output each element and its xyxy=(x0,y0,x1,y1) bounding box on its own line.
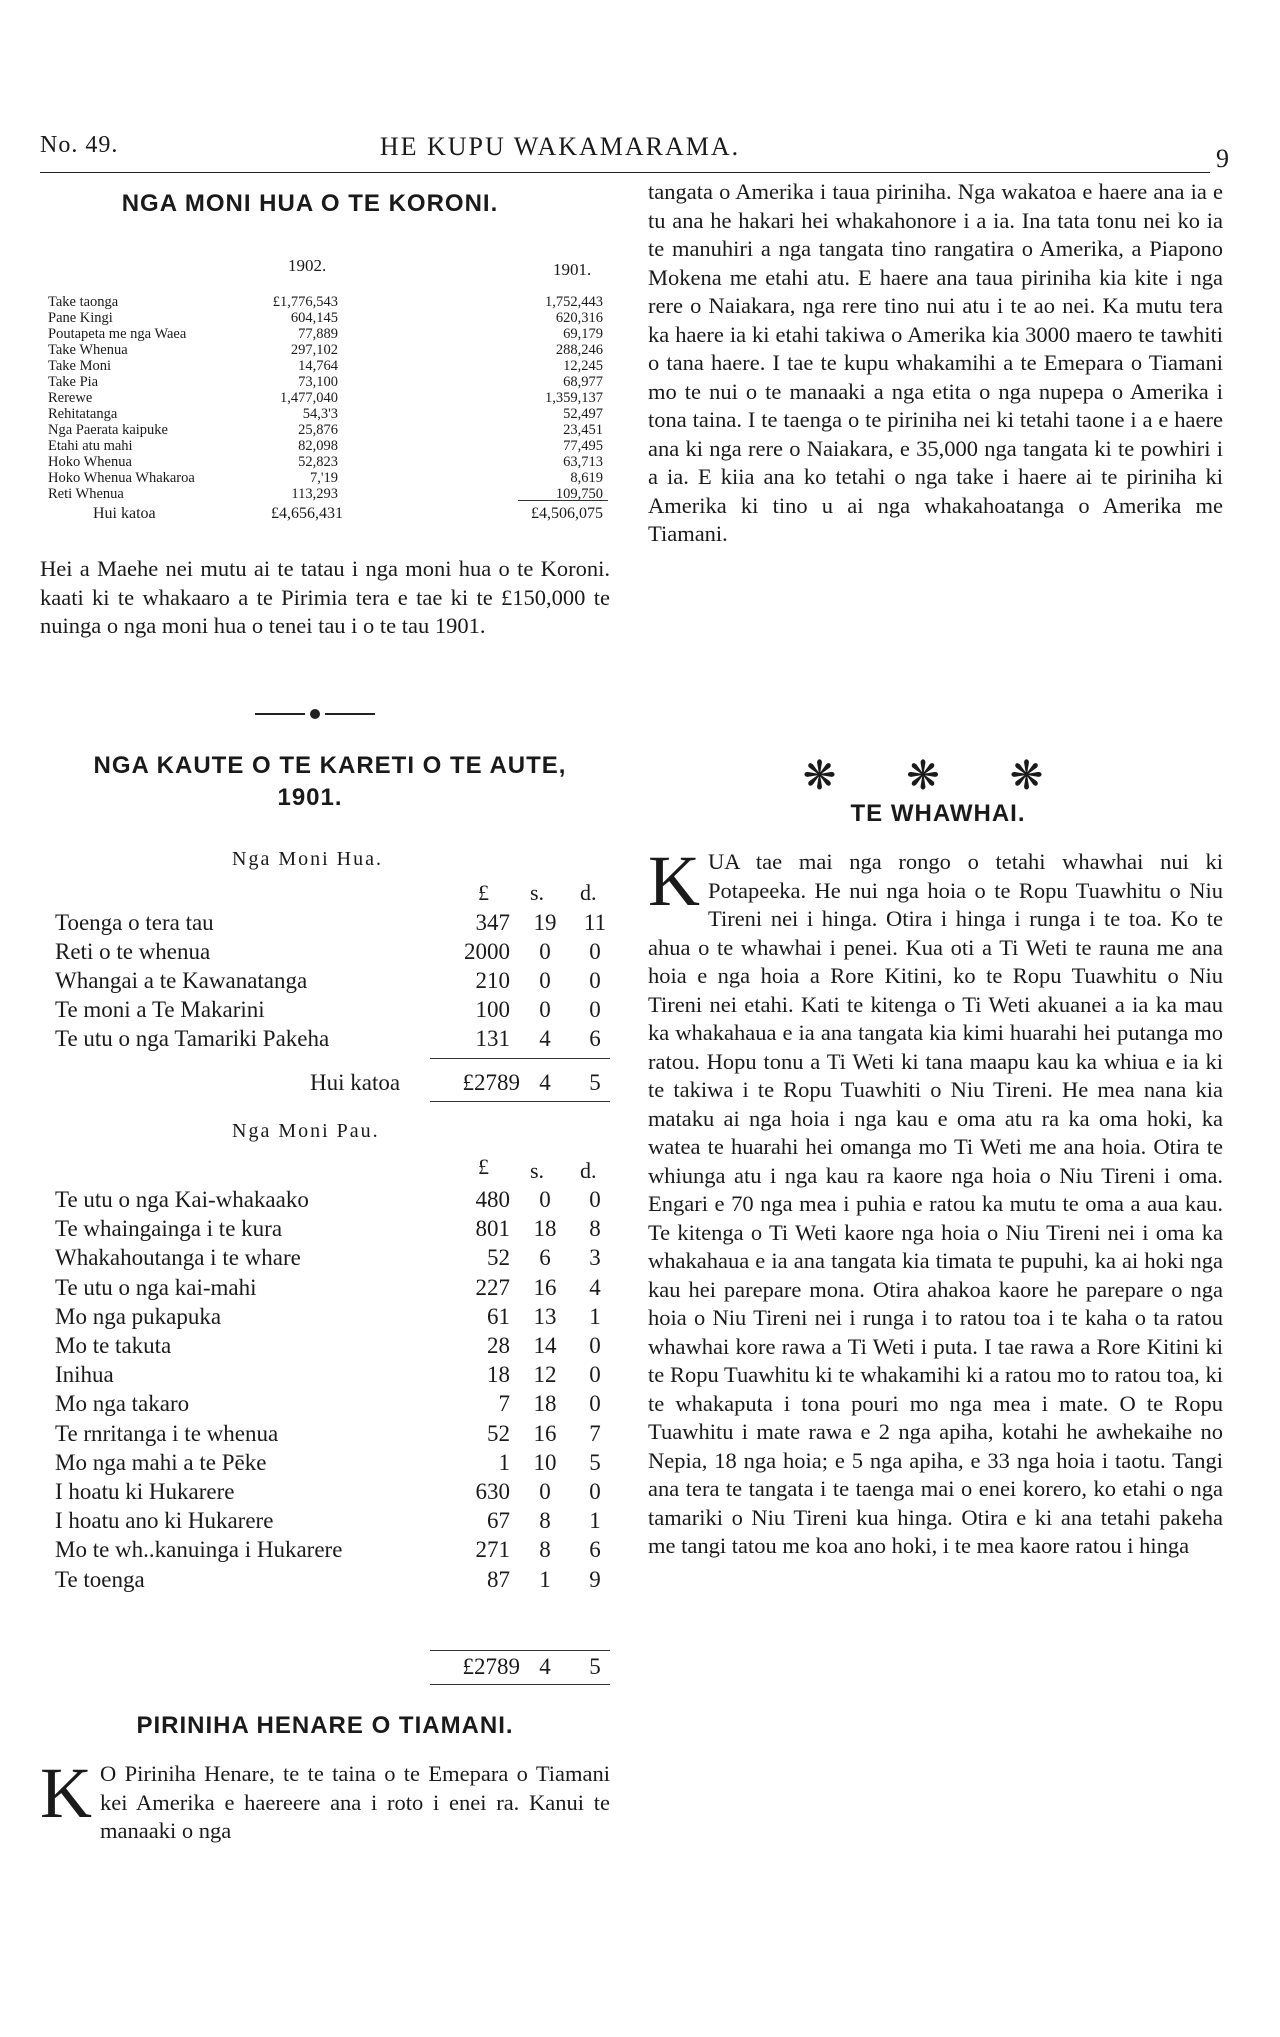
revenue-1902: 297,102 xyxy=(290,342,338,358)
expense-total-row xyxy=(70,1654,630,1684)
expense-pounds: 1 xyxy=(498,1449,510,1475)
revenue-1902: 7,'19 xyxy=(310,470,338,486)
moni-hua-paragraph: Hei a Maehe nei mutu ai te tatau i nga moni hua o te Koroni. kaati ki te whakaaro a te Pirimia tera e tae ki te £150,000 te nuinga o nga moni hua o tenei tau i o te tau 1901. xyxy=(40,556,610,638)
revenue-row xyxy=(48,422,618,438)
expense-label: I hoatu ano ki Hukarere xyxy=(55,1508,274,1534)
section-heading-kaute-1: NGA KAUTE O TE KARETI O TE AUTE, xyxy=(93,752,567,779)
revenue-row xyxy=(48,358,618,374)
expense-pounds: 271 xyxy=(475,1537,510,1563)
col-s-header: s. xyxy=(530,880,545,905)
income-shillings: 0 xyxy=(539,939,551,964)
revenue-row xyxy=(48,294,618,310)
expense-pounds: 227 xyxy=(475,1274,510,1300)
drop-cap-k: K xyxy=(40,1753,92,1833)
income-label: Whangai a te Kawanatanga xyxy=(55,968,308,993)
section-heading-moni-hua: NGA MONI HUA O TE KORONI. xyxy=(121,190,499,217)
expense-pence: 9 xyxy=(589,1566,601,1592)
expense-shillings: 16 xyxy=(533,1274,557,1300)
income-row xyxy=(55,1026,630,1056)
expense-label: Whakahoutanga i te whare xyxy=(55,1245,301,1271)
revenue-1901: 1,752,443 xyxy=(545,294,603,310)
expense-shillings: 6 xyxy=(539,1245,551,1271)
expense-shillings: 16 xyxy=(533,1420,557,1446)
masthead-title: HE KUPU WAKAMARAMA. xyxy=(379,132,741,161)
total-label: Hui katoa xyxy=(93,505,156,522)
expense-subtotal-rule xyxy=(430,1650,610,1651)
expense-total-pounds: £2789 xyxy=(462,1654,520,1679)
revenue-label: Nga Paerata kaipuke xyxy=(48,422,168,438)
expense-pence: 8 xyxy=(589,1216,601,1242)
expense-shillings: 18 xyxy=(533,1391,557,1417)
total-1902: £4,656,431 xyxy=(271,505,343,522)
revenue-label: Rehitatanga xyxy=(48,406,118,422)
income-pence: 6 xyxy=(589,1026,601,1051)
expense-shillings: 12 xyxy=(533,1362,557,1388)
revenue-row xyxy=(48,374,618,390)
expense-pence: 5 xyxy=(589,1449,601,1475)
expense-row xyxy=(55,1537,630,1567)
expense-pence: 0 xyxy=(589,1479,601,1504)
expense-row xyxy=(55,1216,630,1246)
revenue-1902: 1,477,040 xyxy=(280,390,338,406)
income-pence: 0 xyxy=(589,997,601,1022)
revenue-row xyxy=(48,342,618,358)
expense-label: I hoatu ki Hukarere xyxy=(55,1479,235,1504)
revenue-label: Take Whenua xyxy=(48,342,128,358)
col-d-header-2: d. xyxy=(580,1158,597,1183)
income-shillings: 4 xyxy=(539,1026,551,1051)
income-total-row xyxy=(70,1070,630,1100)
income-row xyxy=(55,997,630,1027)
issue-number: No. 49. xyxy=(40,132,119,158)
income-shillings: 0 xyxy=(539,968,551,993)
expense-total-rule xyxy=(430,1684,610,1685)
expense-pence: 7 xyxy=(589,1420,601,1446)
revenue-label: Hoko Whenua xyxy=(48,454,132,470)
expense-pence: 1 xyxy=(589,1303,601,1329)
expense-title: Nga Moni Pau. xyxy=(232,1120,380,1142)
revenue-row xyxy=(48,310,618,326)
revenue-label: Hoko Whenua Whakaroa xyxy=(48,470,195,486)
revenue-1902: 14,764 xyxy=(298,358,338,374)
expense-shillings: 0 xyxy=(539,1187,551,1212)
expense-shillings: 8 xyxy=(539,1537,551,1563)
expense-row xyxy=(55,1333,630,1363)
piriniha-paragraph xyxy=(40,1753,610,1846)
income-label: Reti o te whenua xyxy=(55,939,211,964)
revenue-1902: 113,293 xyxy=(291,486,338,502)
income-shillings: 19 xyxy=(533,910,557,935)
expense-row xyxy=(55,1420,630,1451)
expense-shillings: 14 xyxy=(533,1333,557,1358)
expense-row xyxy=(55,1479,630,1509)
total-1901: £4,506,075 xyxy=(531,505,603,522)
income-total-rule xyxy=(430,1101,610,1102)
left-column xyxy=(40,180,620,2020)
expense-pounds: 7 xyxy=(498,1391,510,1417)
revenue-label: Take taonga xyxy=(48,294,119,310)
income-title: Nga Moni Hua. xyxy=(232,848,383,870)
right-column xyxy=(648,180,1228,2020)
expense-label: Mo te takuta xyxy=(55,1333,172,1358)
expense-total-pence: 5 xyxy=(589,1654,601,1679)
expense-row xyxy=(55,1274,630,1305)
revenue-1901: 288,246 xyxy=(555,342,603,358)
expense-label: Te toenga xyxy=(55,1566,145,1592)
income-pence: 0 xyxy=(589,939,601,964)
income-row xyxy=(55,939,630,969)
revenue-1902: 54,3'3 xyxy=(302,406,338,422)
income-pence: 11 xyxy=(583,910,607,935)
revenue-label: Rerewe xyxy=(48,390,93,406)
income-pounds: 210 xyxy=(475,968,510,993)
income-row xyxy=(55,910,630,940)
col-pound-header: £ xyxy=(478,880,489,905)
income-label: Te utu o nga Tamariki Pakeha xyxy=(55,1026,330,1051)
income-pounds: 2000 xyxy=(464,939,510,964)
expense-pence: 1 xyxy=(589,1508,601,1534)
col-pound-header-2: £ xyxy=(478,1154,489,1179)
expense-row xyxy=(55,1362,630,1392)
revenue-label: Pane Kingi xyxy=(48,310,113,326)
revenue-label: Take Pia xyxy=(48,374,99,390)
col-s-header-2: s. xyxy=(530,1158,545,1183)
expense-total-shillings: 4 xyxy=(539,1654,551,1679)
expense-pence: 0 xyxy=(589,1187,601,1212)
expense-pounds: 67 xyxy=(487,1508,510,1534)
expense-label: Te utu o nga kai-mahi xyxy=(55,1274,257,1300)
income-subtotal-rule xyxy=(430,1058,610,1059)
revenue-1901: 63,713 xyxy=(563,454,603,470)
expense-pounds: 28 xyxy=(487,1333,510,1358)
revenue-label: Poutapeta me nga Waea xyxy=(48,326,187,342)
revenue-row xyxy=(48,438,618,454)
revenue-1902: £1,776,543 xyxy=(272,294,338,310)
expense-row xyxy=(55,1566,630,1597)
ornament-divider xyxy=(250,704,380,724)
revenue-1902: 77,889 xyxy=(298,326,338,342)
revenue-1901: 109,750 xyxy=(555,486,603,502)
revenue-label: Reti Whenua xyxy=(48,486,124,502)
piriniha-continued: tangata o Amerika i taua piriniha. Nga wakatoa e haere ana ia e tu ana he hakari hei whakahonore i a ia. Ina tata tonu nei ko ia te manuhiri a nga tangata tino rangatira o Amerika, a Piapono Mokena me etahi atu. E haere ana taua piriniha kia kite i nga rere o Naiakara, nga rere tino nui atu i te ao nei. Ka mutu tera ka haere ia ki etahi takiwa o Amerika kia 3000 maero te tawhiti o tana haere. I tae te kupu whakamihi a te Emepara o Tiamani mo te nui o te manaaki a nga etita o nga nupepa o Amerika i tona taina. I te taenga o te piriniha nei ki tetahi taone i a e haere ana ki nga rere o Naiakara, e 35,000 nga tangata ki te powhiri i a ia. E kiia ana ko tetahi o nga take i haere ai te piriniha ki Amerika ki tino u ai nga whakahoatanga o Amerika me Tiamani. xyxy=(648,179,1223,546)
revenue-row xyxy=(48,470,618,486)
income-total-pence: 5 xyxy=(589,1070,601,1095)
expense-pence: 0 xyxy=(589,1362,601,1388)
income-pence: 0 xyxy=(589,968,601,993)
expense-label: Te whaingainga i te kura xyxy=(55,1216,283,1242)
revenue-total-row xyxy=(48,506,618,526)
expense-pounds: 52 xyxy=(487,1420,510,1446)
income-row xyxy=(55,968,630,998)
expense-label: Mo te wh..kanuinga i Hukarere xyxy=(55,1537,343,1563)
expense-pence: 4 xyxy=(589,1274,601,1300)
revenue-1901: 52,497 xyxy=(563,406,603,422)
year-1902-header: 1902. xyxy=(288,256,327,275)
expense-pounds: 61 xyxy=(487,1303,510,1329)
year-1901-header: 1901. xyxy=(553,260,592,279)
piriniha-text: O Piriniha Henare, te te taina o te Emepara o Tiamani kei Amerika e haereere ana i roto i enei ra. Kanui te manaaki o nga xyxy=(100,1761,610,1843)
revenue-1901: 8,619 xyxy=(570,470,603,486)
expense-label: Mo nga mahi a te Pēke xyxy=(55,1449,267,1475)
section-heading-whawhai: TE WHAWHAI. xyxy=(850,800,1026,827)
revenue-1901: 68,977 xyxy=(563,374,603,390)
revenue-row xyxy=(48,326,618,342)
revenue-label: Etahi atu mahi xyxy=(48,438,133,454)
revenue-1902: 82,098 xyxy=(298,438,338,454)
income-label: Te moni a Te Makarini xyxy=(55,997,265,1022)
expense-pence: 6 xyxy=(589,1537,601,1563)
revenue-label: Take Moni xyxy=(48,358,112,374)
expense-shillings: 18 xyxy=(533,1216,557,1242)
revenue-1901: 23,451 xyxy=(563,422,603,438)
revenue-1901: 77,495 xyxy=(563,438,603,454)
income-total-label: Hui katoa xyxy=(310,1070,401,1095)
income-total-pounds: £2789 xyxy=(462,1070,520,1095)
drop-cap-k-2: K xyxy=(648,841,700,921)
revenue-row xyxy=(48,390,618,406)
income-label: Toenga o tera tau xyxy=(55,910,214,935)
expense-pence: 0 xyxy=(589,1391,601,1417)
income-pounds: 347 xyxy=(475,910,510,935)
expense-row xyxy=(55,1187,630,1217)
expense-label: Inihua xyxy=(55,1362,114,1388)
whawhai-text: UA tae mai nga rongo o tetahi whawhai nui ki Potapeeka. He nui nga hoia o te Ropu Tuawhitu o Niu Tireni nei i hinga. Otira i hinga i runga i te toa. Ko te ahua o te whawhai i penei. Kua oti a Ti Weti te rauna me ana hoia e nga hoia a Rore Kitini, ko te Ropu Tuawhitu o Niu Tireni nei etahi. Kati te kitenga o Ti Weti akuanei a ia ka mau ka whakahaua e ia ana tangata kia kimi huarahi hei putanga mo ratou. Hopu tonu a Ti Weti ki tana maapu kau ka whiua e ia ki te takiwa i te Ropu Tuawhiti o Niu Tireni. He mea nana kia mataku ai nga hoia i nga kau e oma atu ra ka oma hoki, ka watea te huarahi hei omanga mo Ti Weti me ana hoia. Otira te whiunga atu i nga kau ra kaore nga hoia o Niu Tireni i oma. Engari e 70 nga mea i puhia e ratou ka mutu te oma a aua kau. Te kitenga o Ti Weti kaore nga hoia o Niu Tireni nei i oma ka whakahaua e ia ana tangata kia timata te pupuhi, ka ai hoki nga kau hei parepare mona. Otira ahakoa kaore he parepare o nga hoia o Niu Tireni nei i runga i to ratou toa i te kaha o ta ratou whawhai kore rawa a Ti Weti i puta. I tae rawa a Rore Kitini ki te Ropu Tuawhitu ki te whakamihi ki a ratou mo to ratou toa, ki te whakaputa i tona pouri mo nga mea i mate. O te Ropu Tuawhitu i mate rawa e 2 nga apiha, kotahi he awhekaihe no Nepia, 18 nga hoia; e 5 nga apiha, e 33 nga hoia i taotu. Tangi ana tera te tangata i te taenga mai o enei korero, ko etahi o nga tamariki o Niu Tireni kua hinga. Otira e ki ana tetahi pakeha me tangi tatou me koa ano hoki, i te mea kaore ratou i hinga xyxy=(648,849,1223,1558)
expense-shillings: 10 xyxy=(533,1449,557,1475)
page-number: 9 xyxy=(1216,144,1230,173)
expense-pence: 0 xyxy=(589,1333,601,1358)
expense-pounds: 87 xyxy=(487,1566,510,1592)
expense-row xyxy=(55,1245,630,1275)
expense-label: Te rnritanga i te whenua xyxy=(55,1420,279,1446)
expense-pounds: 630 xyxy=(475,1479,510,1504)
income-pounds: 100 xyxy=(475,997,510,1022)
income-pounds: 131 xyxy=(475,1026,510,1051)
expense-label: Mo nga pukapuka xyxy=(55,1303,222,1329)
revenue-1902: 52,823 xyxy=(298,454,338,470)
expense-row xyxy=(55,1508,630,1538)
revenue-1901: 12,245 xyxy=(563,358,603,374)
expense-row xyxy=(55,1391,630,1421)
expense-pounds: 801 xyxy=(475,1216,510,1242)
section-heading-kaute-2: 1901. xyxy=(277,784,343,811)
expense-row xyxy=(55,1303,630,1334)
revenue-1901: 69,179 xyxy=(563,326,603,342)
page-header xyxy=(40,126,1230,173)
revenue-1902: 604,145 xyxy=(290,310,338,326)
expense-shillings: 0 xyxy=(539,1479,551,1504)
expense-label: Te utu o nga Kai-whakaako xyxy=(55,1187,309,1212)
total-rule xyxy=(518,500,608,501)
expense-pounds: 52 xyxy=(487,1245,510,1271)
expense-label: Mo nga takaro xyxy=(55,1391,190,1417)
revenue-1901: 620,316 xyxy=(555,310,603,326)
expense-pence: 3 xyxy=(589,1245,601,1271)
revenue-row xyxy=(48,454,618,470)
income-total-shillings: 4 xyxy=(539,1070,551,1095)
expense-shillings: 13 xyxy=(533,1303,557,1329)
section-heading-piriniha: PIRINIHA HENARE O TIAMANI. xyxy=(136,1712,514,1739)
expense-pounds: 480 xyxy=(475,1187,510,1212)
expense-shillings: 1 xyxy=(539,1566,551,1592)
header-rule xyxy=(40,172,1210,173)
income-shillings: 0 xyxy=(539,997,551,1022)
expense-pounds: 18 xyxy=(487,1362,510,1388)
revenue-1901: 1,359,137 xyxy=(545,390,603,406)
revenue-1902: 25,876 xyxy=(298,422,338,438)
col-d-header: d. xyxy=(580,880,597,905)
whawhai-paragraph xyxy=(648,841,1223,1561)
expense-shillings: 8 xyxy=(539,1508,551,1534)
star-icons: ❋ ❋ ❋ xyxy=(802,753,1074,798)
ornament-icon xyxy=(250,704,380,724)
revenue-1902: 73,100 xyxy=(298,374,338,390)
revenue-row xyxy=(48,406,618,422)
expense-row xyxy=(55,1449,630,1480)
star-divider xyxy=(788,752,1088,799)
